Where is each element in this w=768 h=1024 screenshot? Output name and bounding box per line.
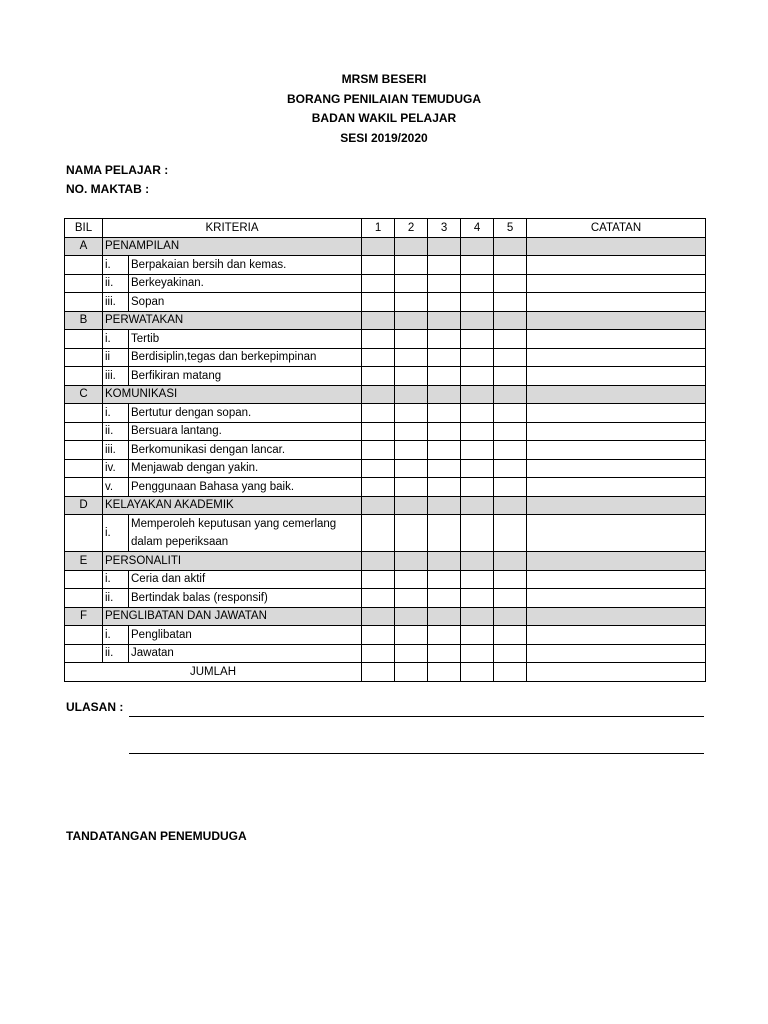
criterion-score-2-cell[interactable]	[395, 570, 428, 589]
total-row	[65, 663, 706, 682]
criterion-score-5-cell[interactable]	[494, 422, 527, 441]
criterion-score-1-cell[interactable]	[362, 478, 395, 497]
criterion-bil-cell	[65, 422, 103, 441]
criterion-score-4-cell[interactable]	[461, 626, 494, 645]
criterion-row	[65, 589, 706, 608]
criterion-bil-cell	[65, 644, 103, 663]
total-catatan-cell[interactable]	[527, 663, 706, 682]
criterion-score-1-cell[interactable]	[362, 348, 395, 367]
criterion-score-4-cell[interactable]	[461, 589, 494, 608]
criterion-number: iv.	[103, 459, 129, 478]
criterion-score-4-cell[interactable]	[461, 367, 494, 386]
criterion-bil-cell	[65, 626, 103, 645]
criterion-catatan-cell[interactable]	[527, 274, 706, 293]
header-score-2: 2	[395, 219, 428, 238]
criterion-score-2-cell[interactable]	[395, 367, 428, 386]
criterion-score-5-cell[interactable]	[494, 644, 527, 663]
criterion-score-2-cell[interactable]	[395, 478, 428, 497]
section-score-1-cell[interactable]	[362, 237, 395, 256]
criterion-row	[65, 478, 706, 497]
form-header	[0, 70, 768, 148]
criterion-row	[65, 348, 706, 367]
criterion-score-1-cell[interactable]	[362, 274, 395, 293]
criterion-score-1-cell[interactable]	[362, 404, 395, 423]
criterion-catatan-cell[interactable]	[527, 404, 706, 423]
criterion-score-4-cell[interactable]	[461, 404, 494, 423]
criterion-score-4-cell[interactable]	[461, 459, 494, 478]
criterion-row	[65, 570, 706, 589]
section-score-4-cell[interactable]	[461, 311, 494, 330]
criterion-score-1-cell[interactable]	[362, 293, 395, 312]
section-score-2-cell[interactable]	[395, 237, 428, 256]
criterion-number: iii.	[103, 441, 129, 460]
criterion-score-1-cell[interactable]	[362, 589, 395, 608]
school-name: MRSM BESERI	[341, 72, 427, 86]
section-catatan-cell[interactable]	[527, 311, 706, 330]
criterion-score-2-cell[interactable]	[395, 459, 428, 478]
criterion-catatan-cell[interactable]	[527, 367, 706, 386]
criterion-row	[65, 626, 706, 645]
criterion-text: Berkeyakinan.	[129, 274, 362, 293]
criterion-score-5-cell[interactable]	[494, 589, 527, 608]
criterion-number: i.	[103, 570, 129, 589]
criterion-score-3-cell[interactable]	[428, 459, 461, 478]
criterion-row	[65, 644, 706, 663]
criterion-number: i.	[103, 330, 129, 349]
criterion-score-2-cell[interactable]	[395, 330, 428, 349]
student-name-label: NAMA PELAJAR :	[66, 163, 169, 177]
criterion-catatan-cell[interactable]	[527, 256, 706, 275]
criterion-number: iii.	[103, 293, 129, 312]
criterion-bil-cell	[65, 404, 103, 423]
interviewer-signature-label: TANDATANGAN PENEMUDUGA	[66, 829, 247, 843]
criterion-bil-cell	[65, 478, 103, 497]
criterion-score-2-cell[interactable]	[395, 348, 428, 367]
section-row	[65, 496, 706, 515]
section-score-4-cell[interactable]	[461, 496, 494, 515]
criterion-row	[65, 459, 706, 478]
section-score-1-cell[interactable]	[362, 552, 395, 571]
criterion-score-3-cell[interactable]	[428, 274, 461, 293]
section-score-2-cell[interactable]	[395, 607, 428, 626]
criterion-number: i.	[103, 256, 129, 275]
criterion-text: Tertib	[129, 330, 362, 349]
criterion-score-5-cell[interactable]	[494, 478, 527, 497]
criterion-score-5-cell[interactable]	[494, 626, 527, 645]
criterion-score-5-cell[interactable]	[494, 293, 527, 312]
criterion-number: iii.	[103, 367, 129, 386]
criterion-score-5-cell[interactable]	[494, 441, 527, 460]
criterion-text: Sopan	[129, 293, 362, 312]
section-score-5-cell[interactable]	[494, 311, 527, 330]
criterion-score-3-cell[interactable]	[428, 348, 461, 367]
college-number-label: NO. MAKTAB :	[66, 182, 150, 196]
criterion-score-3-cell[interactable]	[428, 422, 461, 441]
section-score-5-cell[interactable]	[494, 496, 527, 515]
section-code: F	[65, 607, 103, 626]
criterion-score-3-cell[interactable]	[428, 367, 461, 386]
section-score-5-cell[interactable]	[494, 607, 527, 626]
criterion-text: Penglibatan	[129, 626, 362, 645]
criterion-score-1-cell[interactable]	[362, 330, 395, 349]
criterion-score-3-cell[interactable]	[428, 644, 461, 663]
section-row	[65, 607, 706, 626]
total-score-5-cell[interactable]	[494, 663, 527, 682]
criterion-score-3-cell[interactable]	[428, 404, 461, 423]
criterion-catatan-cell[interactable]	[527, 441, 706, 460]
criterion-score-2-cell[interactable]	[395, 589, 428, 608]
criterion-score-1-cell[interactable]	[362, 644, 395, 663]
section-score-3-cell[interactable]	[428, 311, 461, 330]
section-score-5-cell[interactable]	[494, 552, 527, 571]
header-kriteria: KRITERIA	[103, 219, 362, 238]
form-subtitle: BADAN WAKIL PELAJAR	[311, 111, 457, 125]
criterion-score-4-cell[interactable]	[461, 478, 494, 497]
criterion-number: i.	[103, 515, 129, 552]
section-score-4-cell[interactable]	[461, 237, 494, 256]
section-title: PENGLIBATAN DAN JAWATAN	[103, 607, 362, 626]
criterion-score-3-cell[interactable]	[428, 330, 461, 349]
section-code: C	[65, 385, 103, 404]
header-bil: BIL	[65, 219, 103, 238]
evaluation-table	[64, 218, 706, 682]
section-code: D	[65, 496, 103, 515]
criterion-score-4-cell[interactable]	[461, 256, 494, 275]
criterion-bil-cell	[65, 274, 103, 293]
section-catatan-cell[interactable]	[527, 607, 706, 626]
criterion-score-1-cell[interactable]	[362, 459, 395, 478]
criterion-number: ii.	[103, 274, 129, 293]
form-title: BORANG PENILAIAN TEMUDUGA	[287, 91, 481, 106]
section-score-5-cell[interactable]	[494, 237, 527, 256]
criterion-score-2-cell[interactable]	[395, 274, 428, 293]
criterion-score-3-cell[interactable]	[428, 570, 461, 589]
criterion-score-4-cell[interactable]	[461, 644, 494, 663]
criterion-score-4-cell[interactable]	[461, 570, 494, 589]
criterion-score-2-cell[interactable]	[395, 293, 428, 312]
criterion-text: Penggunaan Bahasa yang baik.	[129, 478, 362, 497]
criterion-catatan-cell[interactable]	[527, 478, 706, 497]
header-catatan: CATATAN	[527, 219, 706, 238]
section-score-2-cell[interactable]	[395, 385, 428, 404]
total-score-1-cell[interactable]	[362, 663, 395, 682]
header-score-5: 5	[494, 219, 527, 238]
section-score-2-cell[interactable]	[395, 496, 428, 515]
criterion-bil-cell	[65, 515, 103, 552]
criterion-score-4-cell[interactable]	[461, 441, 494, 460]
criterion-number: ii.	[103, 644, 129, 663]
criterion-row	[65, 256, 706, 275]
criterion-catatan-cell[interactable]	[527, 570, 706, 589]
section-score-1-cell[interactable]	[362, 311, 395, 330]
section-score-1-cell[interactable]	[362, 607, 395, 626]
criterion-text: Menjawab dengan yakin.	[129, 459, 362, 478]
criterion-bil-cell	[65, 330, 103, 349]
criterion-number: i.	[103, 626, 129, 645]
criterion-row	[65, 293, 706, 312]
criterion-catatan-cell[interactable]	[527, 330, 706, 349]
ulasan-label: ULASAN :	[66, 700, 124, 714]
criterion-score-5-cell[interactable]	[494, 515, 527, 552]
criterion-catatan-cell[interactable]	[527, 589, 706, 608]
section-score-3-cell[interactable]	[428, 496, 461, 515]
section-title: KOMUNIKASI	[103, 385, 362, 404]
criterion-bil-cell	[65, 589, 103, 608]
criterion-catatan-cell[interactable]	[527, 626, 706, 645]
section-score-5-cell[interactable]	[494, 385, 527, 404]
section-score-4-cell[interactable]	[461, 552, 494, 571]
section-catatan-cell[interactable]	[527, 237, 706, 256]
section-catatan-cell[interactable]	[527, 496, 706, 515]
section-score-3-cell[interactable]	[428, 552, 461, 571]
criterion-text: Berdisiplin,tegas dan berkepimpinan	[129, 348, 362, 367]
criterion-catatan-cell[interactable]	[527, 422, 706, 441]
criterion-bil-cell	[65, 441, 103, 460]
criterion-text: Ceria dan aktif	[129, 570, 362, 589]
header-score-1: 1	[362, 219, 395, 238]
criterion-score-5-cell[interactable]	[494, 274, 527, 293]
criterion-score-3-cell[interactable]	[428, 293, 461, 312]
criterion-row	[65, 330, 706, 349]
criterion-text: Bersuara lantang.	[129, 422, 362, 441]
section-code: B	[65, 311, 103, 330]
criterion-bil-cell	[65, 348, 103, 367]
section-score-3-cell[interactable]	[428, 607, 461, 626]
section-row	[65, 237, 706, 256]
criterion-catatan-cell[interactable]	[527, 459, 706, 478]
section-catatan-cell[interactable]	[527, 385, 706, 404]
header-score-3: 3	[428, 219, 461, 238]
section-title: PENAMPILAN	[103, 237, 362, 256]
criterion-score-3-cell[interactable]	[428, 441, 461, 460]
criterion-score-2-cell[interactable]	[395, 441, 428, 460]
criterion-score-1-cell[interactable]	[362, 515, 395, 552]
criterion-bil-cell	[65, 459, 103, 478]
criterion-score-4-cell[interactable]	[461, 274, 494, 293]
section-score-4-cell[interactable]	[461, 385, 494, 404]
section-catatan-cell[interactable]	[527, 552, 706, 571]
criterion-score-1-cell[interactable]	[362, 367, 395, 386]
section-score-3-cell[interactable]	[428, 237, 461, 256]
criterion-row	[65, 515, 706, 552]
total-score-3-cell[interactable]	[428, 663, 461, 682]
criterion-score-1-cell[interactable]	[362, 441, 395, 460]
criterion-catatan-cell[interactable]	[527, 293, 706, 312]
criterion-number: i.	[103, 404, 129, 423]
total-score-4-cell[interactable]	[461, 663, 494, 682]
section-code: E	[65, 552, 103, 571]
criterion-score-4-cell[interactable]	[461, 422, 494, 441]
section-score-1-cell[interactable]	[362, 496, 395, 515]
criterion-text: Jawatan	[129, 644, 362, 663]
criterion-score-2-cell[interactable]	[395, 626, 428, 645]
section-title: PERWATAKAN	[103, 311, 362, 330]
criterion-number: v.	[103, 478, 129, 497]
criterion-text: Memperoleh keputusan yang cemerlang dalam peperiksaan	[129, 515, 362, 552]
section-title: PERSONALITI	[103, 552, 362, 571]
criterion-score-1-cell[interactable]	[362, 626, 395, 645]
criterion-text: Berkomunikasi dengan lancar.	[129, 441, 362, 460]
criterion-score-3-cell[interactable]	[428, 256, 461, 275]
criterion-catatan-cell[interactable]	[527, 348, 706, 367]
criterion-score-3-cell[interactable]	[428, 478, 461, 497]
criterion-score-5-cell[interactable]	[494, 256, 527, 275]
criterion-score-4-cell[interactable]	[461, 293, 494, 312]
section-title: KELAYAKAN AKADEMIK	[103, 496, 362, 515]
criterion-score-2-cell[interactable]	[395, 515, 428, 552]
criterion-row	[65, 367, 706, 386]
criterion-score-4-cell[interactable]	[461, 330, 494, 349]
criterion-text: Bertindak balas (responsif)	[129, 589, 362, 608]
section-score-3-cell[interactable]	[428, 385, 461, 404]
criterion-row	[65, 404, 706, 423]
header-score-4: 4	[461, 219, 494, 238]
criterion-row	[65, 422, 706, 441]
criterion-row	[65, 441, 706, 460]
criterion-text: Berfikiran matang	[129, 367, 362, 386]
criterion-number: ii.	[103, 422, 129, 441]
criterion-score-2-cell[interactable]	[395, 256, 428, 275]
criterion-score-2-cell[interactable]	[395, 644, 428, 663]
criterion-score-3-cell[interactable]	[428, 626, 461, 645]
criterion-score-5-cell[interactable]	[494, 404, 527, 423]
criterion-score-4-cell[interactable]	[461, 348, 494, 367]
criterion-number: ii	[103, 348, 129, 367]
criterion-score-5-cell[interactable]	[494, 570, 527, 589]
session-label: SESI 2019/2020	[340, 130, 428, 145]
criterion-text: Berpakaian bersih dan kemas.	[129, 256, 362, 275]
total-label: JUMLAH	[65, 663, 362, 682]
section-score-2-cell[interactable]	[395, 311, 428, 330]
ulasan-line[interactable]	[129, 716, 704, 717]
criterion-score-4-cell[interactable]	[461, 515, 494, 552]
criterion-bil-cell	[65, 256, 103, 275]
criterion-score-1-cell[interactable]	[362, 256, 395, 275]
section-score-1-cell[interactable]	[362, 385, 395, 404]
criterion-score-2-cell[interactable]	[395, 422, 428, 441]
criterion-score-2-cell[interactable]	[395, 404, 428, 423]
criterion-score-3-cell[interactable]	[428, 515, 461, 552]
section-score-4-cell[interactable]	[461, 607, 494, 626]
criterion-score-5-cell[interactable]	[494, 367, 527, 386]
criterion-score-5-cell[interactable]	[494, 330, 527, 349]
ulasan-line[interactable]	[129, 753, 704, 754]
criterion-score-5-cell[interactable]	[494, 459, 527, 478]
section-row	[65, 552, 706, 571]
criterion-score-3-cell[interactable]	[428, 589, 461, 608]
criterion-score-5-cell[interactable]	[494, 348, 527, 367]
criterion-score-1-cell[interactable]	[362, 570, 395, 589]
section-row	[65, 385, 706, 404]
section-score-2-cell[interactable]	[395, 552, 428, 571]
section-row	[65, 311, 706, 330]
criterion-score-1-cell[interactable]	[362, 422, 395, 441]
section-code: A	[65, 237, 103, 256]
criterion-bil-cell	[65, 570, 103, 589]
criterion-text: Bertutur dengan sopan.	[129, 404, 362, 423]
criterion-bil-cell	[65, 293, 103, 312]
criterion-bil-cell	[65, 367, 103, 386]
total-score-2-cell[interactable]	[395, 663, 428, 682]
criterion-catatan-cell[interactable]	[527, 644, 706, 663]
table-header-row	[65, 219, 706, 238]
criterion-catatan-cell[interactable]	[527, 515, 706, 552]
criterion-number: ii.	[103, 589, 129, 608]
criterion-row	[65, 274, 706, 293]
